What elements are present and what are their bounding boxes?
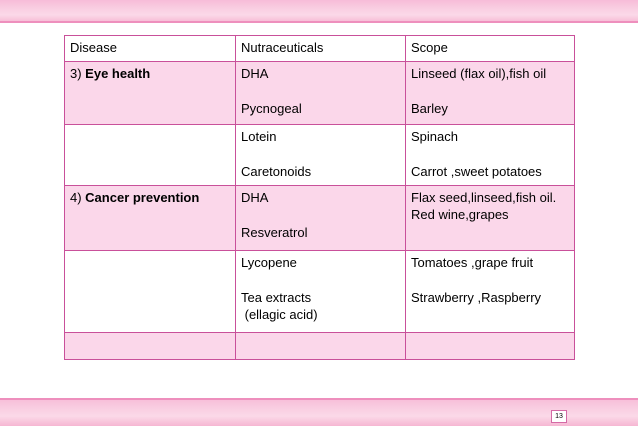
table-header-row bbox=[65, 36, 575, 62]
table-row bbox=[65, 251, 575, 333]
disease-cell bbox=[65, 251, 236, 333]
scope-item: Barley bbox=[411, 101, 448, 116]
page-number: 13 bbox=[551, 410, 567, 423]
table-row bbox=[65, 333, 575, 360]
bottom-decorative-band bbox=[0, 398, 638, 426]
disease-number: 3) bbox=[70, 66, 86, 81]
nutraceuticals-cell bbox=[236, 186, 406, 251]
disease-name: Cancer prevention bbox=[85, 190, 200, 205]
nutraceuticals-cell bbox=[236, 125, 406, 186]
nutraceuticals-table bbox=[64, 35, 575, 360]
nutraceutical-item: Pycnogeal bbox=[241, 101, 302, 116]
nutraceutical-item: Caretonoids bbox=[241, 164, 312, 179]
nutraceutical-item: DHA bbox=[241, 66, 269, 81]
scope-item: Red wine,grapes bbox=[411, 207, 509, 222]
scope-item: Tomatoes ,grape fruit bbox=[411, 255, 534, 270]
nutraceuticals-cell bbox=[236, 62, 406, 125]
nutraceutical-item: Resveratrol bbox=[241, 225, 308, 240]
header-nutraceuticals: Nutraceuticals bbox=[236, 36, 406, 62]
scope-item: Flax seed,linseed,fish oil. bbox=[411, 190, 557, 205]
scope-cell bbox=[406, 251, 575, 333]
scope-cell bbox=[406, 62, 575, 125]
nutraceuticals-cell bbox=[236, 251, 406, 333]
top-decorative-band bbox=[0, 0, 638, 23]
header-disease: Disease bbox=[65, 36, 236, 62]
nutraceutical-item: (ellagic acid) bbox=[241, 307, 318, 322]
disease-number: 4) bbox=[70, 190, 86, 205]
disease-cell bbox=[65, 62, 236, 125]
empty-cell bbox=[236, 333, 406, 360]
empty-cell bbox=[406, 333, 575, 360]
nutraceutical-item: Tea extracts bbox=[241, 290, 312, 305]
table-row bbox=[65, 62, 575, 125]
disease-cell bbox=[65, 125, 236, 186]
empty-cell bbox=[65, 333, 236, 360]
nutraceutical-item: DHA bbox=[241, 190, 269, 205]
table-row bbox=[65, 186, 575, 251]
scope-cell bbox=[406, 186, 575, 251]
header-scope: Scope bbox=[406, 36, 575, 62]
scope-item: Strawberry ,Raspberry bbox=[411, 290, 542, 305]
disease-cell bbox=[65, 186, 236, 251]
nutraceutical-item: Lotein bbox=[241, 129, 277, 144]
scope-item: Linseed (flax oil),fish oil bbox=[411, 66, 547, 81]
scope-cell bbox=[406, 125, 575, 186]
disease-name: Eye health bbox=[85, 66, 151, 81]
scope-item: Spinach bbox=[411, 129, 458, 144]
table-row bbox=[65, 125, 575, 186]
scope-item: Carrot ,sweet potatoes bbox=[411, 164, 542, 179]
nutraceutical-item: Lycopene bbox=[241, 255, 297, 270]
